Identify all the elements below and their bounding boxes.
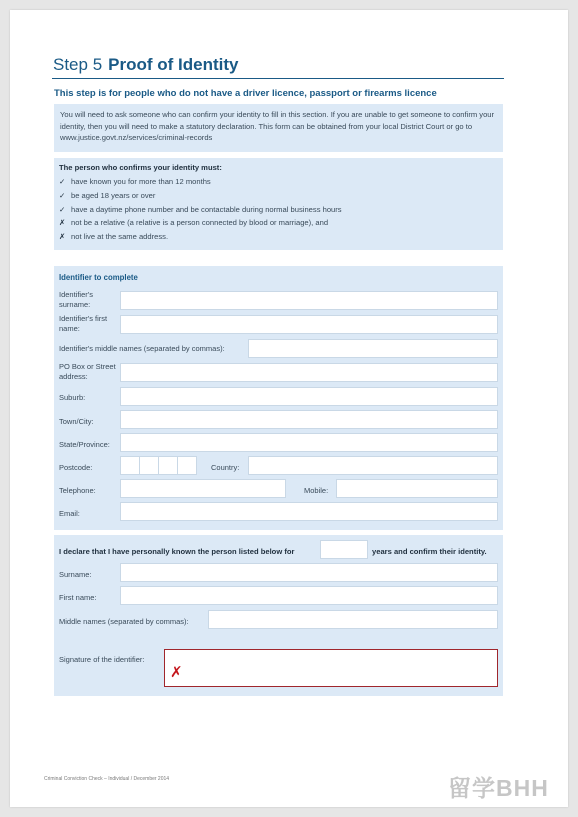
identifier-middle-names-label: Identifier's middle names (separated by commas):: [59, 344, 225, 353]
requirement-text: not be a relative (a relative is a person connected by blood or marriage), and: [71, 218, 329, 227]
identifier-first-name-field[interactable]: [120, 315, 498, 334]
requirement-text: not live at the same address.: [71, 232, 169, 241]
state-province-label: State/Province:: [59, 440, 110, 449]
address-field[interactable]: [120, 363, 498, 382]
step-number: Step 5: [53, 55, 103, 74]
state-province-field[interactable]: [120, 433, 498, 452]
signature-label: Signature of the identifier:: [59, 655, 145, 664]
country-label: Country:: [211, 463, 240, 472]
town-city-label: Town/City:: [59, 417, 94, 426]
check-icon: ✓: [59, 191, 66, 200]
sign-here-cross-icon: ✗: [170, 664, 183, 681]
mobile-field[interactable]: [336, 479, 498, 498]
years-known-field[interactable]: [320, 540, 368, 559]
declared-first-name-field[interactable]: [120, 586, 498, 605]
identifier-heading: Identifier to complete: [59, 273, 138, 282]
cross-icon: ✗: [59, 218, 66, 227]
identifier-surname-label: Identifier's surname:: [59, 290, 93, 309]
identifier-middle-names-field[interactable]: [248, 339, 498, 358]
intro-text: You will need to ask someone who can confirm your identity to fill in this section. If you are unable to get someone to confirm your identity, then you will need to make a statutory declaration. This form can be obtained from your local District Court or go to www.justice.govt.nz/services/criminal-records: [60, 110, 495, 142]
requirement-item: [59, 205, 342, 214]
suburb-field[interactable]: [120, 387, 498, 406]
mobile-label: Mobile:: [304, 486, 329, 495]
email-field[interactable]: [120, 502, 498, 521]
requirements-heading: The person who confirms your identity must:: [59, 163, 222, 172]
address-label: PO Box or Street address:: [59, 362, 116, 381]
declared-first-name-label: First name:: [59, 593, 97, 602]
declaration-text-end: years and confirm their identity.: [372, 547, 487, 556]
page-title: [53, 55, 238, 75]
title-divider: [52, 78, 504, 79]
identifier-first-name-label: Identifier's first name:: [59, 314, 108, 333]
requirement-text: have a daytime phone number and be contactable during normal business hours: [71, 205, 342, 214]
identifier-surname-field[interactable]: [120, 291, 498, 310]
requirement-item: [59, 232, 168, 241]
requirement-item: [59, 218, 328, 227]
check-icon: ✓: [59, 177, 66, 186]
declaration-text: I declare that I have personally known the person listed below for: [59, 547, 295, 556]
requirement-text: have known you for more than 12 months: [71, 177, 211, 186]
postcode-digit-box[interactable]: [177, 456, 197, 475]
declared-middle-names-label: Middle names (separated by commas):: [59, 617, 189, 626]
declared-middle-names-field[interactable]: [208, 610, 498, 629]
section-subtitle: This step is for people who do not have a driver licence, passport or firearms licence: [54, 88, 437, 99]
email-label: Email:: [59, 509, 80, 518]
postcode-digit-box[interactable]: [139, 456, 159, 475]
signature-field[interactable]: [164, 649, 498, 687]
requirement-item: [59, 177, 211, 186]
declared-surname-field[interactable]: [120, 563, 498, 582]
declared-surname-label: Surname:: [59, 570, 92, 579]
requirement-text: be aged 18 years or over: [71, 191, 156, 200]
cross-icon: ✗: [59, 232, 66, 241]
postcode-digit-box[interactable]: [158, 456, 178, 475]
telephone-label: Telephone:: [59, 486, 96, 495]
watermark-logo: 留学BHH: [448, 775, 549, 801]
postcode-label: Postcode:: [59, 463, 93, 472]
requirement-item: [59, 191, 155, 200]
suburb-label: Suburb:: [59, 393, 86, 402]
check-icon: ✓: [59, 205, 66, 214]
postcode-digit-box[interactable]: [120, 456, 140, 475]
page-footer: Criminal Conviction Check – Individual / December 2014: [44, 776, 170, 782]
telephone-field[interactable]: [120, 479, 286, 498]
town-city-field[interactable]: [120, 410, 498, 429]
country-field[interactable]: [248, 456, 498, 475]
step-name: Proof of Identity: [108, 55, 239, 74]
